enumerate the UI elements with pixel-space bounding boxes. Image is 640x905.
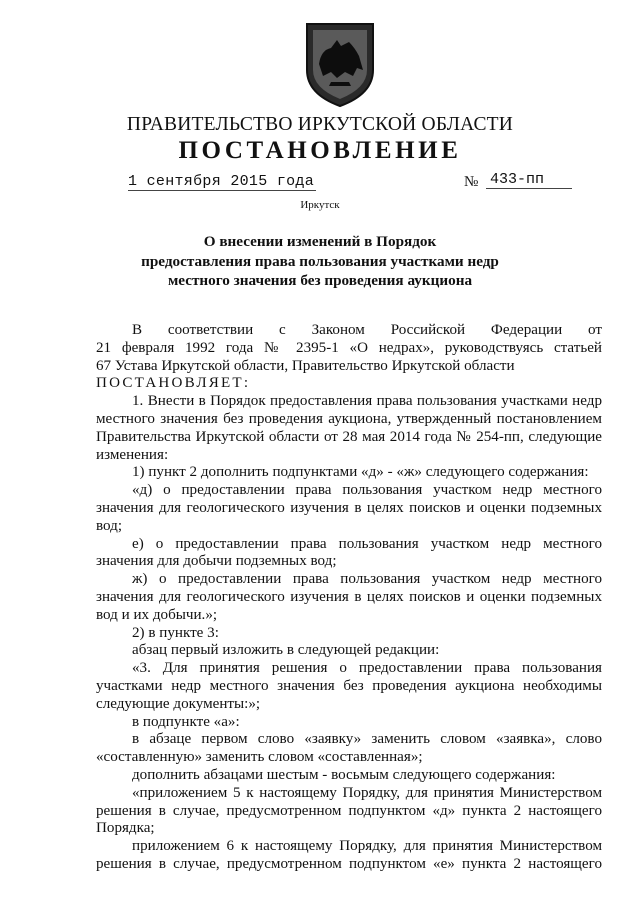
body-line: в подпункте «а»: bbox=[132, 713, 240, 730]
body-line: Правительства Иркутской области от 28 мая 2014 года № 254-пп, следующие bbox=[96, 428, 602, 445]
body-line: 1. Внести в Порядок предоставления права пользования участками недр bbox=[132, 393, 602, 410]
body-line: значения для геологического изучения в целях поисков и оценки подземных bbox=[96, 588, 602, 605]
title-line: местного значения без проведения аукциона bbox=[167, 272, 473, 289]
body-line: изменения: bbox=[96, 446, 169, 463]
number-sign: № bbox=[464, 174, 479, 190]
title-line: О внесении изменений в Порядок bbox=[203, 233, 437, 250]
body-line: «д) о предоставлении права пользования участком недр местного bbox=[132, 482, 602, 499]
body-line: В соответствии с Законом Российской Федерации от bbox=[132, 322, 602, 338]
body-line: ж) о предоставлении права пользования участком недр местного bbox=[132, 571, 602, 588]
body-line: вод и их добычи.»; bbox=[96, 606, 218, 623]
body-line: 1) пункт 2 дополнить подпунктами «д» - «ж» следующего содержания: bbox=[132, 464, 589, 481]
body-line: 2) в пункте 3: bbox=[132, 624, 219, 641]
body-line: вод; bbox=[96, 517, 123, 534]
resolves-heading: ПОСТАНОВЛЯЕТ: bbox=[96, 375, 251, 392]
body-line: абзац первый изложить в следующей редакции: bbox=[132, 642, 440, 659]
body-line: участками недр местного значения без проведения аукциона необходимы bbox=[96, 677, 602, 694]
body-line: «составленную» заменить словом «составленная»; bbox=[96, 749, 423, 766]
document-body bbox=[96, 322, 602, 874]
body-line: решения в случае, предусмотренном подпунктом «д» пункта 2 настоящего bbox=[96, 802, 602, 819]
city-name: Иркутск bbox=[300, 199, 340, 211]
body-line: е) о предоставлении права пользования участком недр местного bbox=[132, 535, 602, 552]
body-line: следующие документы:»; bbox=[96, 695, 261, 712]
document-type: ПОСТАНОВЛЕНИЕ bbox=[178, 137, 462, 164]
coat-of-arms-icon bbox=[303, 20, 377, 108]
body-line: местного значения без проведения аукциона, утвержденный постановлением bbox=[96, 410, 602, 427]
body-line: значения для геологического изучения в целях поисков и оценки подземных bbox=[96, 499, 602, 516]
body-line: 67 Устава Иркутской области, Правительство Иркутской области bbox=[96, 357, 515, 374]
body-line: «3. Для принятия решения о предоставлении права пользования bbox=[132, 660, 602, 677]
body-line: 21 февраля 1992 года № 2395-1 «О недрах», руководствуясь статьей bbox=[96, 339, 602, 356]
decree-number: 433-пп bbox=[486, 171, 572, 189]
decree-date: 1 сентября 2015 года bbox=[128, 173, 315, 190]
title-line: предоставления права пользования участками недр bbox=[141, 252, 499, 270]
government-name: ПРАВИТЕЛЬСТВО ИРКУТСКОЙ ОБЛАСТИ bbox=[126, 114, 514, 135]
body-line: решения в случае, предусмотренном подпунктом «е» пункта 2 настоящего bbox=[96, 855, 602, 872]
body-line: «приложением 5 к настоящему Порядку, для принятия Министерством bbox=[132, 784, 602, 801]
document-title bbox=[0, 232, 640, 291]
body-line: приложением 6 к настоящему Порядку, для принятия Министерством bbox=[132, 838, 602, 855]
body-line: дополнить абзацами шестым - восьмым следующего содержания: bbox=[132, 766, 556, 783]
body-line: Порядка; bbox=[96, 820, 155, 837]
body-line: значения для добычи подземных вод; bbox=[96, 553, 337, 570]
body-line: в абзаце первом слово «заявку» заменить словом «заявка», слово bbox=[132, 731, 602, 748]
